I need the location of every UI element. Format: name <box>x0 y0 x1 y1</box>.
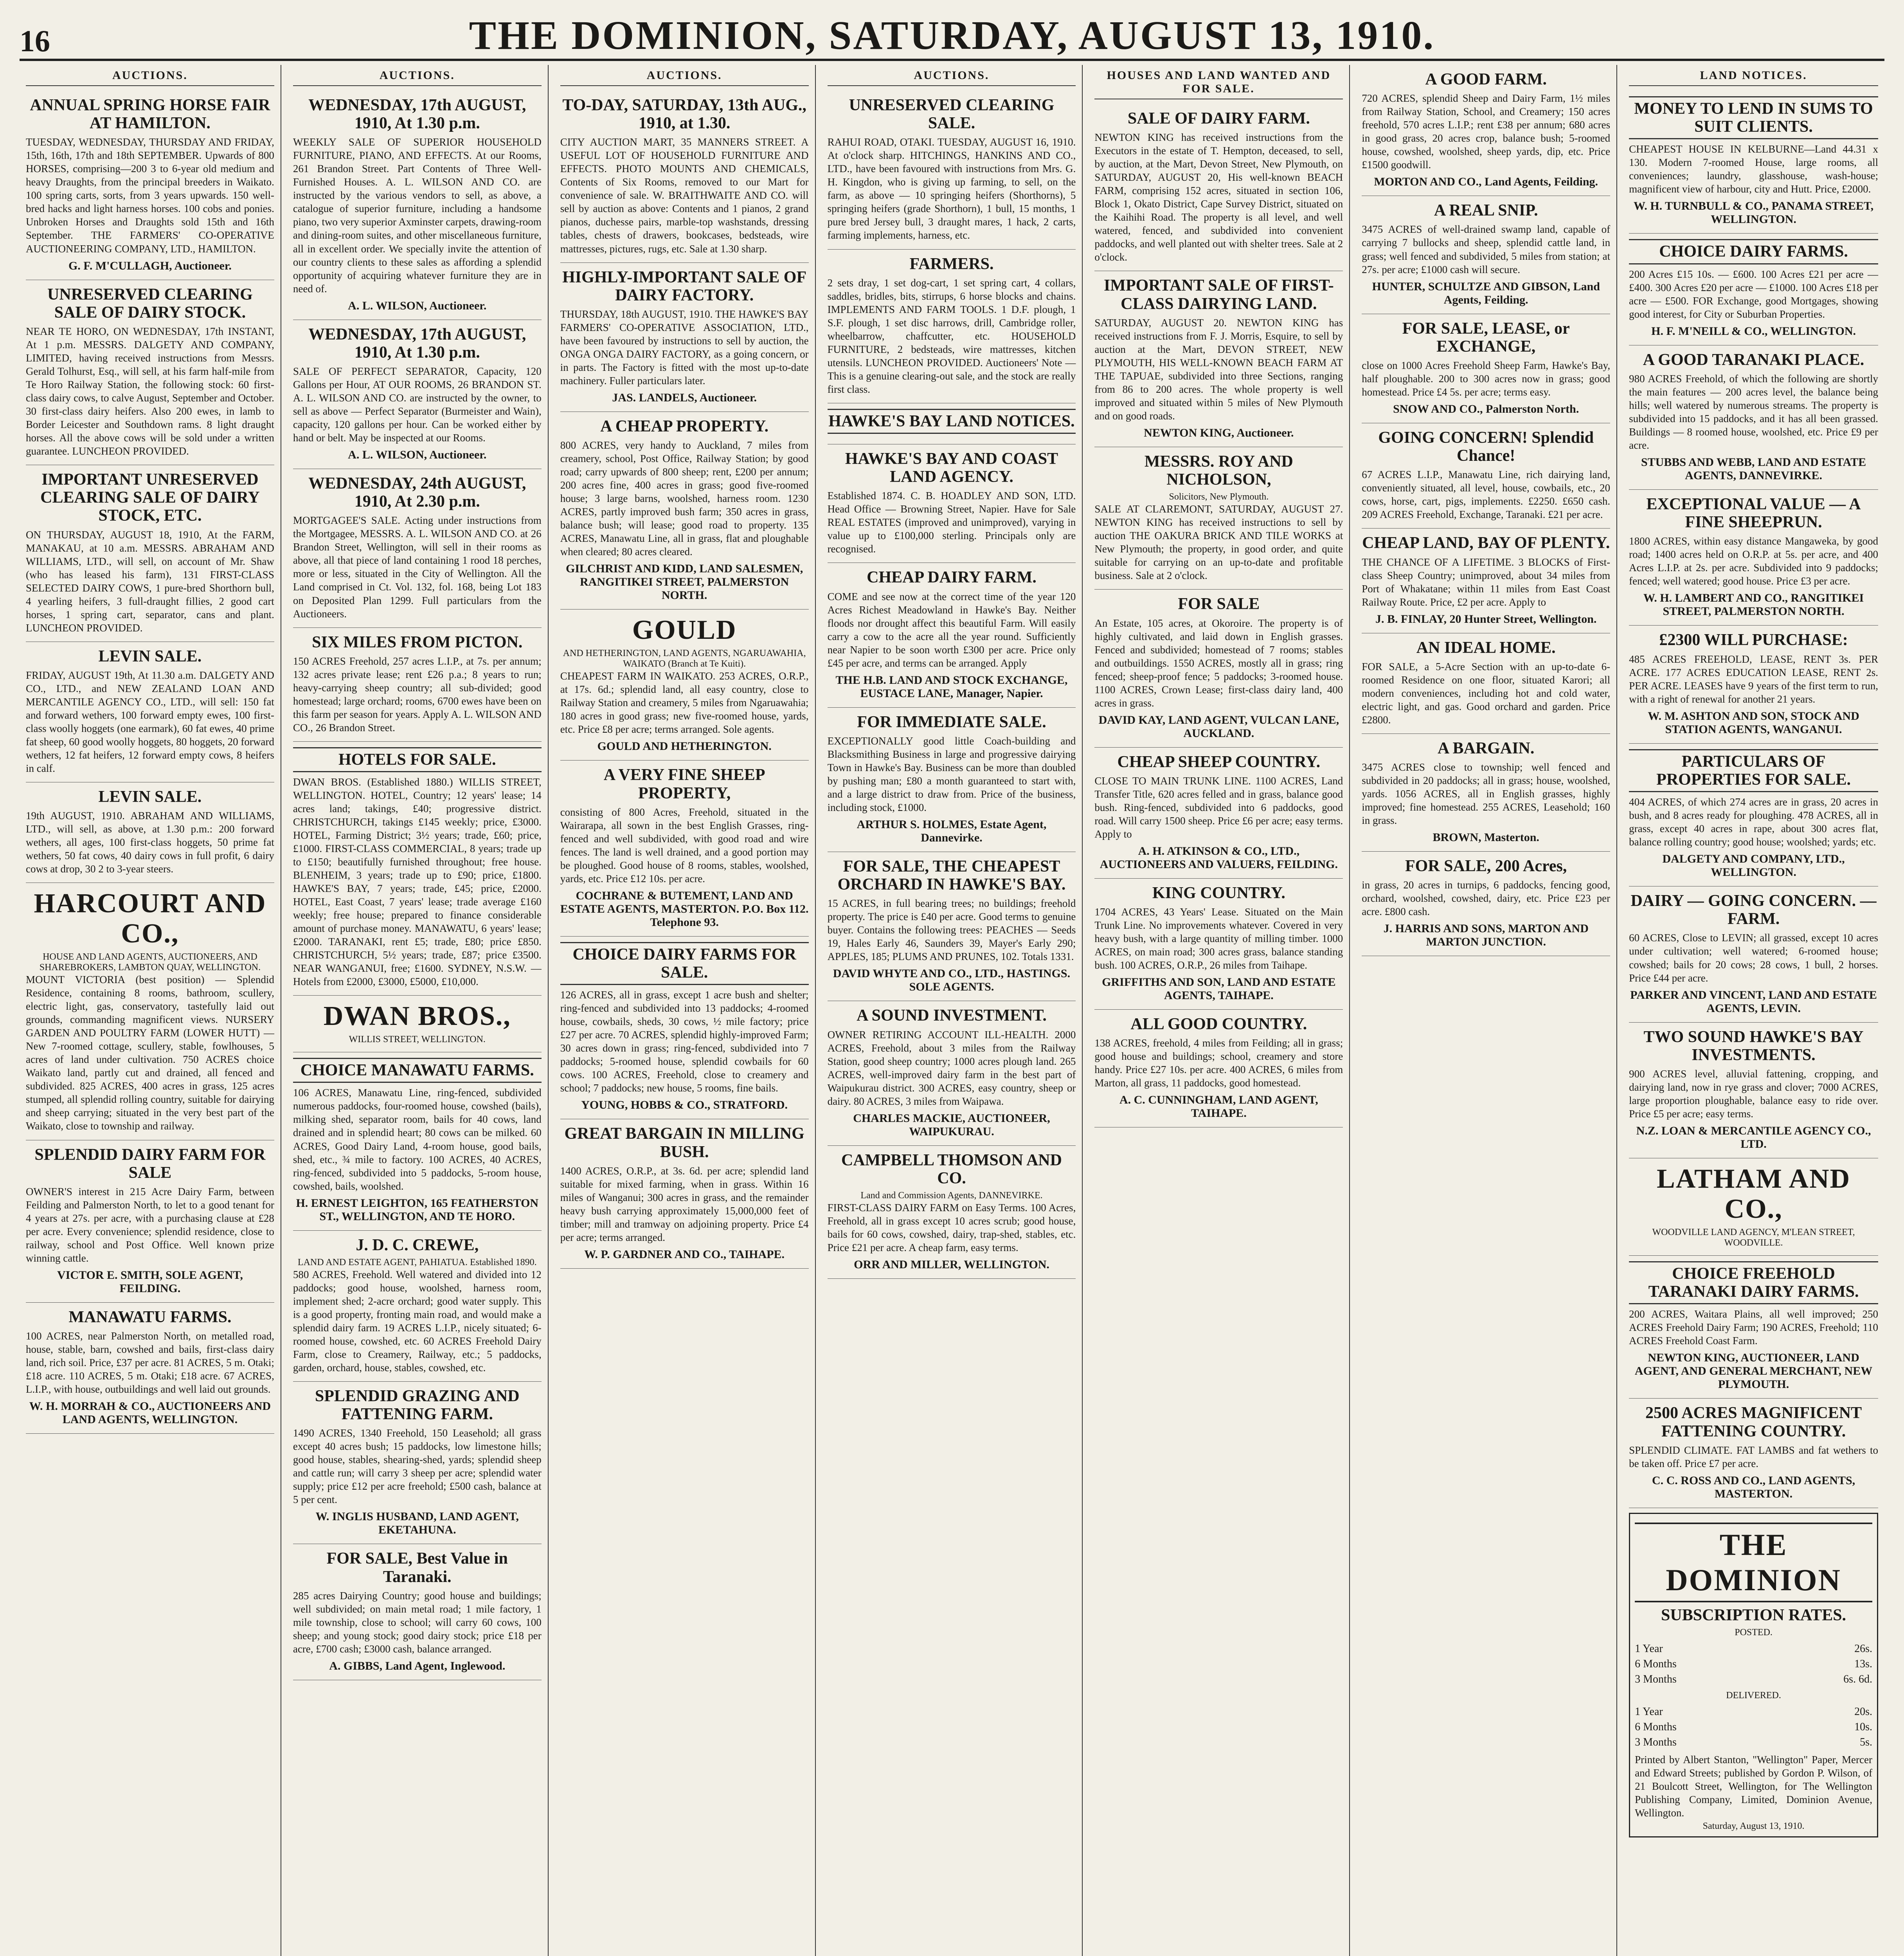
ad-subline: LAND AND ESTATE AGENT, PAHIATUA. Established 1890. <box>297 1257 537 1267</box>
ad-body-text: 3475 ACRES of well-drained swamp land, capable of carrying 7 bullocks and sheep, splendid cattle land, in grass; well fenced and subdivided, 5 miles from station; at 27s. per acre; £1000 cash will secure. <box>1362 223 1611 275</box>
ad-subline: AND HETHERINGTON, LAND AGENTS, NGARUAWAHIA, WAIKATO (Branch at Te Kuiti). <box>563 648 806 669</box>
ad-body-text: SALE AT CLAREMONT, SATURDAY, AUGUST 27. NEWTON KING has received instructions to sell by auction THE OAKURA BRICK AND TILE WORKS at New Plymouth; the property, in good order, and quite suitable for carrying on an up-to-date and profitable business. Sale at 2 o'clock. <box>1094 503 1343 582</box>
masthead <box>20 8 1884 61</box>
ad-headline: WEDNESDAY, 17th AUGUST, 1910, At 1.30 p.m. <box>308 96 526 133</box>
column-heading: LAND NOTICES. <box>1629 65 1878 86</box>
advertisement <box>293 1382 542 1544</box>
ad-headline: ALL GOOD COUNTRY. <box>1130 1015 1307 1034</box>
ad-headline: UNRESERVED CLEARING SALE. <box>849 96 1055 133</box>
posted-heading: POSTED. <box>1735 1627 1773 1638</box>
advertisement <box>26 642 274 782</box>
ad-headline: FARMERS. <box>909 255 994 273</box>
ad-signature: A. L. WILSON, Auctioneer. <box>348 299 487 312</box>
ad-signature: W. P. GARDNER AND CO., TAIHAPE. <box>584 1248 785 1261</box>
column-5 <box>1088 65 1350 1956</box>
advertisement <box>26 91 274 280</box>
ad-signature: YOUNG, HOBBS & CO., STRATFORD. <box>581 1098 788 1112</box>
rate-price: 20s. <box>1854 1705 1872 1718</box>
ad-headline: SALE OF DAIRY FARM. <box>1127 110 1310 128</box>
ad-headline: DAIRY — GOING CONCERN. — FARM. <box>1630 892 1877 928</box>
advertisement <box>1629 490 1878 626</box>
column-heading: HOUSES AND LAND WANTED AND FOR SALE. <box>1094 65 1343 99</box>
ad-headline: FOR SALE, 200 Acres, <box>1405 857 1567 876</box>
ad-body-text: 1400 ACRES, O.R.P., at 3s. 6d. per acre; splendid land suitable for mixed farming, when in grass. Within 16 miles of Wanganui; 300 acres in grass, and the remainder heavy bush carrying approximately 15,000,000 feet of timber; mill and tramway on adjoining property. Price £4 per acre; terms arranged. <box>560 1165 809 1243</box>
ad-signature: STUBBS AND WEBB, LAND AND ESTATE AGENTS, DANNEVIRKE. <box>1641 455 1866 482</box>
rate-period: 6 Months <box>1635 1720 1677 1733</box>
ad-body-text: OWNER RETIRING ACCOUNT ILL-HEALTH. 2000 ACRES, Freehold, about 3 miles from the Railway Station, good sheep country; 1000 acres plough land. 265 ACRES, well-improved dairy farm in the best part of Waipukurau district. 300 ACRES, easy country, sheep or dairy. 80 ACRES, 3 miles from Waipawa. <box>827 1028 1076 1107</box>
ad-body-text: MOUNT VICTORIA (best position) — Splendid Residence, containing 8 rooms, bathroom, scullery, electric light, gas, conservatory, tastefully laid out grounds, commanding magnificent views. NURSERY GARDEN AND POULTRY FARM (LOWER HUTT) — New 7-roomed cottage, scullery, stable, fowlhouses, 5 acres of land under cultivation. 750 ACRES choice Waikato land, partly cut and drained, all fenced and subdivided. 825 ACRES, 400 acres in grass, 125 acres stumped, all splendid rolling country, suitable for dairying and sheep carrying; situated in the very best part of the Waikato, close to township and railway. <box>26 974 274 1132</box>
advertisement <box>828 1001 1076 1145</box>
ad-headline: A GOOD TARANAKI PLACE. <box>1643 351 1864 369</box>
ad-body-text: ON THURSDAY, AUGUST 18, 1910, At the FARM, MANAKAU, at 10 a.m. MESSRS. ABRAHAM AND WILLIAMS, LTD., will sell, on account of Mr. Shaw (who has leased his farm), 131 FIRST-CLASS SELECTED DAIRY COWS, 1 pure-bred Shorthorn bull, 4 yearling heifers, 3 full-draught fillies, 2 good cart horses, 1 spring cart, separator, cans and plant. LUNCHEON PROVIDED. <box>26 529 274 634</box>
ad-headline: FOR SALE, THE CHEAPEST ORCHARD IN HAWKE'S BAY. <box>837 858 1066 894</box>
advertisement <box>1094 447 1343 590</box>
ad-body-text: SPLENDID CLIMATE. FAT LAMBS and fat wethers to be taken off. Price £7 per acre. <box>1629 1444 1878 1469</box>
ad-headline: ANNUAL SPRING HORSE FAIR AT HAMILTON. <box>30 96 270 133</box>
ad-body-text: 800 ACRES, very handy to Auckland, 7 miles from creamery, school, Post Office, Railway Station; by good road; carry upwards of 800 sheep; rent, £200 per annum; 200 acres fine, 400 acres in grass; good five-roomed house; 3 large barns, woolshed, harness room. 1230 ACRES, partly improved bush farm; 350 acres in grass, balance bush; will lease; good road to property. 135 ACRES, Manawatu Line, all in grass, flat and ploughable when cleared; 80 acres cleared. <box>560 439 809 558</box>
ad-headline: SPLENDID GRAZING AND FATTENING FARM. <box>315 1387 520 1424</box>
ad-body-text: in grass, 20 acres in turnips, 6 paddocks, fencing good, orchard, woolshed, cowshed, dairy, etc. Price £23 per acre. £800 cash. <box>1362 879 1611 918</box>
advertisement <box>293 320 542 469</box>
rate-row <box>1635 1735 1872 1750</box>
rate-row <box>1635 1719 1872 1735</box>
ad-signature: ARTHUR S. HOLMES, Estate Agent, Dannevirke. <box>857 818 1047 845</box>
advertisement <box>1094 879 1343 1010</box>
column-heading: AUCTIONS. <box>560 65 809 86</box>
advertisement <box>293 469 542 628</box>
ad-subline: WOODVILLE LAND AGENCY, M'LEAN STREET, WOODVILLE. <box>1652 1227 1855 1248</box>
rate-period: 3 Months <box>1635 1673 1677 1686</box>
ad-signature: SNOW AND CO., Palmerston North. <box>1393 402 1579 415</box>
advertisement <box>1629 886 1878 1022</box>
advertisement <box>1629 626 1878 743</box>
advertisement <box>1629 234 1878 345</box>
newspaper-title: THE DOMINION, SATURDAY, AUGUST 13, 1910. <box>469 13 1435 58</box>
ad-body-text: FOR SALE, a 5-Acre Section with an up-to-date 6-roomed Residence on one floor, situated Karori; all modern conveniences, including hot and cold water, electric light, and gas. Good orchard and garden. Price £2800. <box>1362 660 1611 726</box>
ad-body-text: 980 ACRES Freehold, of which the following are shortly the main features — 200 acres level, the balance being hills; well watered by numerous streams. The property is subdivided into 15 paddocks, and it has all been grassed. Buildings — 8 roomed house, woolshed, etc. Price £9 per acre. <box>1629 372 1878 451</box>
ad-headline: FOR SALE, Best Value in Taranaki. <box>326 1550 508 1586</box>
rate-row <box>1635 1656 1872 1672</box>
ad-headline: FOR SALE, LEASE, or EXCHANGE, <box>1402 319 1570 356</box>
ad-body-text: NEWTON KING has received instructions from the Executors in the estate of T. Hempton, deceased, to sell, by auction, at the Mart, Devon Street, New Plymouth, on SATURDAY, AUGUST 20, His well-known BEACH FARM, comprising 152 acres, situated in section 106, Block 1, Okato District, Cape Survey District, situated on the Kaihihi Road. The property is all level, and well watered, fenced, and subdivided into convenient paddocks, and well planted out with shelter trees. Sale at 2 o'clock. <box>1094 131 1343 263</box>
advertisement <box>293 1231 542 1382</box>
ad-headline: WEDNESDAY, 17th AUGUST, 1910, At 1.30 p.m. <box>308 325 526 361</box>
ad-body-text: 1490 ACRES, 1340 Freehold, 150 Leasehold; all grass except 40 acres bush; 15 paddocks, low limestone hills; good house, stables, shearing-shed, yards; splendid sheep and cattle run; will carry 3 sheep per acre; splendid water supply; price £12 per acre freehold; £500 cash, balance at 5 per cent. <box>293 1427 542 1506</box>
dominion-title: THE DOMINION <box>1635 1523 1872 1602</box>
ad-body-text: 150 ACRES Freehold, 257 acres L.I.P., at 7s. per annum; 132 acres private lease; rent £26 p.a.; 8 years to run; heavy-carrying sheep country; all sub-divided; good homestead; large orchard; rooms, 6700 ewes have been on this farm per season for years. Apply A. L. WILSON AND CO., 26 Brandon Street. <box>293 655 542 734</box>
ad-headline: SIX MILES FROM PICTON. <box>312 633 523 651</box>
column-heading: AUCTIONS. <box>26 65 274 86</box>
ad-body-text: 138 ACRES, freehold, 4 miles from Feilding; all in grass; good house and buildings; school, creamery and store handy. Price £27 10s. per acre. 400 ACRES, 6 miles from Marton, all grass, 11 paddocks, good homestead. <box>1094 1037 1343 1089</box>
ad-headline: TWO SOUND HAWKE'S BAY INVESTMENTS. <box>1643 1028 1864 1064</box>
ad-signature: A. C. CUNNINGHAM, LAND AGENT, TAIHAPE. <box>1119 1093 1318 1120</box>
ad-signature: DAVID WHYTE AND CO., LTD., HASTINGS. SOLE AGENTS. <box>833 967 1071 994</box>
ad-signature: A. GIBBS, Land Agent, Inglewood. <box>329 1659 506 1672</box>
ad-headline: KING COUNTRY. <box>1152 884 1285 902</box>
ad-signature: W. H. MORRAH & CO., AUCTIONEERS AND LAND AGENTS, WELLINGTON. <box>29 1400 271 1426</box>
ad-headline: WEDNESDAY, 24th AUGUST, 1910, At 2.30 p.m. <box>308 475 526 511</box>
advertisement <box>26 280 274 466</box>
ad-headline: GOING CONCERN! Splendid Chance! <box>1378 428 1594 465</box>
columns-container <box>20 65 1884 1956</box>
ad-body-text: 67 ACRES L.I.P., Manawatu Line, rich dairying land, conveniently situated, all level, house, cowbails, etc., 20 cows, horse, cart, pigs, implements. £2250. £650 cash. 209 ACRES Freehold, Exchange, Taranaki. £21 per acre. <box>1362 469 1611 521</box>
ad-headline: DWAN BROS., <box>323 1001 511 1032</box>
ad-body-text: 3475 ACRES close to township; well fenced and subdivided in 20 paddocks; all in grass; house, woolshed, yards. 1056 ACRES, all in English grasses, highly improved; fine homestead. 255 ACRES, Leasehold; 160 in grass. <box>1362 761 1611 827</box>
ad-headline: CHOICE MANAWATU FARMS. <box>293 1058 542 1083</box>
ad-signature: DAVID KAY, LAND AGENT, VULCAN LANE, AUCKLAND. <box>1098 713 1339 740</box>
ad-body-text: CLOSE TO MAIN TRUNK LINE. 1100 ACRES, Land Transfer Title, 620 acres felled and in grass, balance good bush. Ring-fenced, subdivided into 6 paddocks, good road. Will carry 1500 sheep. Price £6 per acre; easy terms. Apply to <box>1094 775 1343 840</box>
ad-signature: DALGETY AND COMPANY, LTD., WELLINGTON. <box>1662 852 1845 879</box>
ad-body-text: 1704 ACRES, 43 Years' Lease. Situated on the Main Trunk Line. No improvements whatever. Covered in very heavy bush, with a large quantity of milling timber. 1000 ACRES, on main road; 300 acres grass, balance standing bush. 100 ACRES, O.R.P., 26 miles from Taihape. <box>1094 906 1343 971</box>
ad-signature: PARKER AND VINCENT, LAND AND ESTATE AGENTS, LEVIN. <box>1630 988 1877 1015</box>
ad-signature: J. B. FINLAY, 20 Hunter Street, Wellington. <box>1375 612 1597 626</box>
advertisement <box>26 1303 274 1434</box>
ad-subline: Land and Commission Agents, DANNEVIRKE. <box>860 1190 1043 1201</box>
ad-body-text: 285 acres Dairying Country; good house and buildings; well subdivided; on main metal road; 1 mile factory, 1 mile township, close to school; will carry 60 cows, 100 sheep; and young stock; good dairy stock; price £18 per acre, £700 cash; £3000 cash, balance arranged. <box>293 1589 542 1655</box>
advertisement <box>293 1544 542 1680</box>
ad-body-text: EXCEPTIONALLY good little Coach-building and Blacksmithing Business in large and progressive dairying Town in Hawke's Bay. Business can be more than doubled by pushing man; £80 a month guaranteed to start with, and a large district to draw from. Price of the business, including stock, £1000. <box>827 735 1076 814</box>
subscription-heading: SUBSCRIPTION RATES. <box>1661 1606 1846 1624</box>
advertisement <box>1094 104 1343 271</box>
advertisement <box>1629 744 1878 886</box>
ad-signature: W. H. TURNBULL & CO., PANAMA STREET, WELLINGTON. <box>1633 200 1874 226</box>
advertisement <box>1629 1158 1878 1256</box>
advertisement <box>1094 748 1343 879</box>
ad-signature: NEWTON KING, AUCTIONEER, LAND AGENT, AND GENERAL MERCHANT, NEW PLYMOUTH. <box>1634 1351 1873 1391</box>
advertisement <box>26 1140 274 1303</box>
ad-signature: W. INGLIS HUSBAND, LAND AGENT, EKETAHUNA. <box>315 1510 519 1537</box>
rate-row <box>1635 1641 1872 1656</box>
ad-headline: EXCEPTIONAL VALUE — A FINE SHEEPRUN. <box>1646 495 1861 532</box>
column-7 <box>1623 65 1884 1956</box>
advertisement <box>828 403 1076 444</box>
ad-signature: H. ERNEST LEIGHTON, 165 FEATHERSTON ST., WELLINGTON, AND TE HORO. <box>296 1196 539 1223</box>
ad-signature: THE H.B. LAND AND STOCK EXCHANGE, EUSTACE LANE, Manager, Napier. <box>835 673 1068 700</box>
ad-body-text: 15 ACRES, in full bearing trees; no buildings; freehold property. The price is £40 per acre. Good terms to genuine buyer. Contains the following trees: PEACHES — Seeds 19, Hales Early 46, Saunders 39, Mayer's Early 290; APPLES, 185; PLUMS AND PRUNES, 102. Totals 1331. <box>827 897 1076 963</box>
ad-headline: HAWKE'S BAY LAND NOTICES. <box>828 409 1076 434</box>
ad-signature: C. C. ROSS AND CO., LAND AGENTS, MASTERTON. <box>1652 1474 1855 1500</box>
ad-headline: MANAWATU FARMS. <box>68 1308 232 1326</box>
advertisement <box>293 742 542 996</box>
ad-signature: GRIFFITHS AND SON, LAND AND ESTATE AGENTS, TAIHAPE. <box>1102 976 1336 1002</box>
advertisement <box>828 444 1076 563</box>
ad-signature: W. H. LAMBERT AND CO., RANGITIKEI STREET, PALMERSTON NORTH. <box>1643 591 1864 618</box>
ad-headline: A SOUND INVESTMENT. <box>857 1007 1047 1025</box>
column-heading: AUCTIONS. <box>293 65 542 86</box>
column-heading: AUCTIONS. <box>828 65 1076 86</box>
advertisement <box>560 760 809 936</box>
ad-signature: ORR AND MILLER, WELLINGTON. <box>854 1258 1049 1271</box>
ad-signature: A. H. ATKINSON & CO., LTD., AUCTIONEERS AND VALUERS, FEILDING. <box>1100 844 1338 871</box>
ad-body-text: FIRST-CLASS DAIRY FARM on Easy Terms. 100 Acres, Freehold, all in grass except 10 acres scrub; good house, bails for 60 cows, cowshed, dairy, trap-shed, stables, etc. Price £21 per acre. A cheap farm, easy terms. <box>827 1202 1076 1254</box>
advertisement <box>1362 529 1610 633</box>
advertisement <box>293 1052 542 1230</box>
ad-signature: HUNTER, SCHULTZE AND GIBSON, Land Agents, Feilding. <box>1372 280 1600 306</box>
ad-body-text: 580 ACRES, Freehold. Well watered and divided into 12 paddocks; good house, woolshed, harness room, implement shed; 2-acre orchard; good water supply. This is a good property, fronting main road, and would make a splendid dairy farm. 19 ACRES L.I.P., nicely situated; 6-roomed house, cowshed, etc. 60 ACRES Freehold Dairy Farm, close to Creamery, Railway, etc.; 5 paddocks, garden, orchard, house, stables, cowshed, etc. <box>293 1268 542 1374</box>
ad-headline: A REAL SNIP. <box>1434 201 1538 220</box>
advertisement <box>560 1119 809 1268</box>
rate-period: 6 Months <box>1635 1658 1677 1670</box>
rate-price: 26s. <box>1854 1642 1872 1655</box>
ad-body-text: 200 ACRES, Waitara Plains, all well improved; 250 ACRES Freehold Dairy Farm; 190 ACRES, Freehold; 110 ACRES Freehold Coast Farm. <box>1629 1308 1878 1347</box>
ad-headline: LEVIN SALE. <box>98 788 202 806</box>
ad-body-text: CHEAPEST FARM IN WAIKATO. 253 ACRES, O.R.P., at 17s. 6d.; splendid land, all easy country, close to Railway Station and creamery, 5 miles from Ngaruawahia; 180 acres in good grass; new five-roomed house, yards, etc. Price £8 per acre; terms arranged. Sole agents. <box>560 670 809 735</box>
advertisement <box>560 91 809 263</box>
ad-signature: A. L. WILSON, Auctioneer. <box>348 448 487 462</box>
advertisement <box>828 91 1076 250</box>
ad-headline: GREAT BARGAIN IN MILLING BUSH. <box>564 1125 804 1161</box>
imprint-date: Saturday, August 13, 1910. <box>1702 1821 1805 1832</box>
ad-body-text: THE CHANCE OF A LIFETIME. 3 BLOCKS of First-class Sheep Country; unimproved, about 34 miles from Port of Whakatane; within 11 miles from East Coast Railway Route. Price, £2 per acre. Apply to <box>1362 556 1611 608</box>
ad-body-text: WEEKLY SALE OF SUPERIOR HOUSEHOLD FURNITURE, PIANO, AND EFFECTS. At our Rooms, 261 Brandon Street. Part Contents of Three Well-Furnished Houses. A. L. WILSON AND CO. are instructed by the various vendors to sell, as above, a catalogue of superior furniture, including a handsome piano, two very superior Axminster carpets, drawing-room and dining-room suites, and other miscellaneous furniture, all in excellent order. We specially invite the attention of our country clients to these sales as affording a splendid opportunity of acquiring whatever furniture they are in need of. <box>293 136 542 295</box>
ad-body-text: 2 sets dray, 1 set dog-cart, 1 set spring cart, 4 collars, saddles, bridles, bits, stirrups, 6 horse blocks and chains. IMPLEMENTS AND FARM TOOLS. 1 D.F. plough, 1 S.F. plough, 1 set disc harrows, drill, Cambridge roller, wheelbarrow, chaffcutter, etc. HOUSEHOLD FURNITURE, 2 bedsteads, wire mattresses, kitchen utensils. LUNCHEON PROVIDED. Auctioneers' Note — This is a genuine clearing-out sale, and the stock are really first class. <box>827 277 1076 395</box>
ad-signature: NEWTON KING, Auctioneer. <box>1144 426 1294 439</box>
ad-headline: LATHAM AND CO., <box>1657 1163 1851 1224</box>
advertisement <box>293 628 542 742</box>
ad-headline: A BARGAIN. <box>1438 739 1535 757</box>
ad-headline: HAWKE'S BAY AND COAST LAND AGENCY. <box>845 450 1058 486</box>
ad-headline: CHOICE FREEHOLD TARANAKI DAIRY FARMS. <box>1629 1261 1878 1304</box>
column-1 <box>20 65 281 1956</box>
ad-subline: Solicitors, New Plymouth. <box>1169 492 1269 502</box>
ad-headline: MESSRS. ROY AND NICHOLSON, <box>1144 452 1293 489</box>
advertisement <box>1362 314 1610 423</box>
ad-subline: HOUSE AND LAND AGENTS, AUCTIONEERS, AND SHAREBROKERS, LAMBTON QUAY, WELLINGTON. <box>39 952 261 973</box>
imprint-note: Printed by Albert Stanton, "Wellington" Paper, Mercer and Edward Streets; published by Gordon P. Wilson, of 21 Boulcott Street, Wellington, for The Wellington Publishing Company, Limited, Dominion Avenue, Wellington. <box>1635 1754 1872 1819</box>
rate-price: 6s. 6d. <box>1843 1673 1872 1686</box>
advertisement <box>1362 423 1610 529</box>
ad-signature: VICTOR E. SMITH, SOLE AGENT, FEILDING. <box>57 1268 243 1295</box>
advertisement <box>26 465 274 642</box>
page-number: 16 <box>20 24 50 58</box>
column-4 <box>821 65 1083 1956</box>
advertisement <box>1629 345 1878 490</box>
ad-headline: UNRESERVED CLEARING SALE OF DAIRY STOCK. <box>47 285 253 322</box>
ad-headline: IMPORTANT SALE OF FIRST-CLASS DAIRYING LAND. <box>1103 277 1334 313</box>
advertisement <box>828 250 1076 403</box>
advertisement <box>26 782 274 883</box>
ad-headline: AN IDEAL HOME. <box>1416 638 1556 657</box>
ad-body-text: DWAN BROS. (Established 1880.) WILLIS STREET, WELLINGTON. HOTEL, Country; 12 years' lease; 14 acres land; takings, £40; progressive district. CHRISTCHURCH, takings £145 weekly; price, £3000. HOTEL, Farming District; 3½ years; trade, £60; price, £1000. FIRST-CLASS COMMERCIAL, 8 years; trade up to £150; beautifully furnished throughout; free house. BLENHEIM, 3 years; trade up to £90; price, £1800. HAWKE'S BAY, 7 years; trade, £45; price, £2000. HOTEL, East Coast, 7 years' lease; trade average £160 weekly; free house; prepared to finance considerable amount of purchase money. MANAWATU, 6 years' lease; £2000. TARANAKI, rent £5; trade, £80; price £850. CHRISTCHURCH, 5½ years; trade, £87; price £3500. NEAR WANGANUI, free; £1600. SYDNEY, N.S.W. — Hotels from £2000, £3000, £5000, £10,000. <box>293 776 542 988</box>
ad-signature: W. M. ASHTON AND SON, STOCK AND STATION AGENTS, WANGANUI. <box>1648 709 1859 736</box>
ad-body-text: 19th AUGUST, 1910. ABRAHAM AND WILLIAMS, LTD., will sell, as above, at 1.30 p.m.: 200 forward wethers, all ages, 100 first-class hoggets, 50 prime fat wethers, 50 fat cows, 40 dairy cows in full profit, 6 dairy cows at drop, 30 2 to 3-year steers. <box>26 810 274 875</box>
ad-body-text: NEAR TE HORO, ON WEDNESDAY, 17th INSTANT, At 1 p.m. MESSRS. DALGETY AND COMPANY, LIMITED, having received instructions from Messrs. Gerald Tolhurst, Esq., will sell, at his farm half-mile from Te Horo Railway Station, the following stock: 60 first-class dairy cows, to calve August, September and October. 30 first-class dairy heifers. Also 200 ewes, in lamb to Border Leicester and Southdown rams. 8 light draught horses. All the above cows will be sold under a written guarantee. LUNCHEON PROVIDED. <box>26 325 274 457</box>
ad-headline: TO-DAY, SATURDAY, 13th AUG., 1910, at 1.30. <box>562 96 806 133</box>
advertisement <box>1362 852 1610 956</box>
ad-headline: CHEAP DAIRY FARM. <box>867 568 1037 587</box>
ad-headline: A VERY FINE SHEEP PROPERTY, <box>603 766 765 802</box>
advertisement <box>1629 1256 1878 1399</box>
ad-signature: COCHRANE & BUTEMENT, LAND AND ESTATE AGENTS, MASTERTON. P.O. Box 112. Telephone 93. <box>560 889 809 929</box>
ad-body-text: OWNER'S interest in 215 Acre Dairy Farm, between Feilding and Palmerston North, to let to a good tenant for 4 years at 27s. per acre, with a purchasing clause at £28 per acre. Every convenience; splendid residence, close to railway, school and Post Office. Well known prize winning cattle. <box>26 1185 274 1264</box>
ad-headline: £2300 WILL PURCHASE: <box>1659 631 1848 649</box>
ad-headline: MONEY TO LEND IN SUMS TO SUIT CLIENTS. <box>1629 96 1878 139</box>
ad-signature: J. HARRIS AND SONS, MARTON AND MARTON JUNCTION. <box>1383 922 1589 949</box>
ad-signature: JAS. LANDELS, Auctioneer. <box>612 391 757 404</box>
ad-headline: FOR SALE <box>1178 595 1260 613</box>
ad-headline: CHOICE DAIRY FARMS FOR SALE. <box>560 942 809 985</box>
advertisement <box>1094 271 1343 447</box>
ad-body-text: COME and see now at the correct time of the year 120 Acres Richest Meadowland in Hawke's Bay. Neither floods nor drought affect this beautiful Farm. Will easily carry a cow to the acre all the year round. Sufficiently near Napier to be soon worth £300 per acre. Price only £45 per acre, and terms can be arranged. Apply <box>827 590 1076 669</box>
ad-signature: G. F. M'CULLAGH, Auctioneer. <box>68 259 232 272</box>
ad-body-text: 200 Acres £15 10s. — £600. 100 Acres £21 per acre — £400. 300 Acres £20 per acre — £1000. 100 Acres £18 per acre — £500. FOR Exchange, good Mortgages, showing good interest, for City or Suburban Properties. <box>1629 268 1878 320</box>
ad-headline: LEVIN SALE. <box>98 647 202 665</box>
advertisement <box>1362 633 1610 734</box>
ad-headline: CAMPBELL THOMSON AND CO. <box>841 1151 1062 1187</box>
advertisement <box>560 609 809 760</box>
ad-body-text: 126 ACRES, all in grass, except 1 acre bush and shelter; ring-fenced and subdivided into 13 paddocks; 4-roomed house, cowbails, sheds, 30 cows, ½ mile factory; price £27 per acre. 70 ACRES, splendid highly-improved Farm; 30 acres down in grass; ring-fenced, subdivided into 7 paddocks; 5-roomed house, splendid cowbails for 60 cows. 100 ACRES, Freehold, close to creamery and school; 7 paddocks; new house, 5 rooms, fine bails. <box>560 989 809 1094</box>
ad-body-text: 1800 ACRES, within easy distance Mangaweka, by good road; 1400 acres held on O.R.P. at 5s. per acre, and 400 Acres L.I.P. at 2s. per acre. Subdivided into 9 paddocks; fenced; well watered; good house. Price £3 per acre. <box>1629 535 1878 587</box>
ad-body-text: MORTGAGEE'S SALE. Acting under instructions from the Mortgagee, MESSRS. A. L. WILSON AND CO. at 26 Brandon Street, Wellington, will sell in their rooms as above, all that piece of land containing 1 rood 18 perches, more or less, situated in the City of Wellington. All the Land comprised in Ct. Vol. 132, fol. 168, being Lot 183 on Deposited Plan 1299. Full particulars from the Auctioneers. <box>293 514 542 620</box>
ad-body-text: CHEAPEST HOUSE IN KELBURNE—Land 44.31 x 130. Modern 7-roomed House, large rooms, all conveniences; laundry, glasshouse, wash-house; magnificent view of harbour, city and Hutt. Price, £2000. <box>1629 143 1878 195</box>
advertisement <box>1094 590 1343 747</box>
advertisement <box>828 852 1076 1001</box>
ad-subline: WILLIS STREET, WELLINGTON. <box>349 1034 486 1045</box>
advertisement <box>560 263 809 412</box>
ad-body-text: close on 1000 Acres Freehold Sheep Farm, Hawke's Bay, half ploughable. 200 to 300 acres now in grass; good homestead. Price £4 5s. per acre; terms easy. <box>1362 359 1611 398</box>
ad-signature: N.Z. LOAN & MERCANTILE AGENCY CO., LTD. <box>1636 1124 1871 1151</box>
column-6 <box>1355 65 1617 1956</box>
rate-row <box>1635 1704 1872 1719</box>
ad-body-text: FRIDAY, AUGUST 19th, At 11.30 a.m. DALGETY AND CO., LTD., and NEW ZEALAND LOAN AND MERCANTILE AGENCY CO., LTD., will sell: 150 fat and forward wethers, 100 forward empty ewes, 100 first-class woolly hoggets (one earmark), 60 fat ewes, 40 prime fat sheep, 60 good woolly hoggets, 80 hoggets, 20 forward wethers, 12 fat heifers, 12 forward empty cows, 8 heifers in calf. <box>26 669 274 775</box>
advertisement <box>1629 1399 1878 1508</box>
rate-price: 10s. <box>1854 1720 1872 1733</box>
ad-headline: PARTICULARS OF PROPERTIES FOR SALE. <box>1629 749 1878 792</box>
ad-body-text: Established 1874. C. B. HOADLEY AND SON, LTD. Head Office — Browning Street, Napier. Have for Sale REAL ESTATES (improved and unimproved), varying in value up to £100,000 sterling. Principals only are recognised. <box>827 490 1076 555</box>
advertisement <box>828 563 1076 707</box>
delivered-rates <box>1635 1704 1872 1750</box>
delivered-heading: DELIVERED. <box>1726 1690 1781 1701</box>
column-2 <box>287 65 549 1956</box>
ad-body-text: consisting of 800 Acres, Freehold, situated in the Wairarapa, all sown in the best English Grasses, ring-fenced and well subdivided, with good road and wire fences. The land is well drained, and a good portion may be ploughed. Good house of 8 rooms, stables, woolshed, yards, etc. Price £12 10s. per acre. <box>560 806 809 885</box>
ad-body-text: 900 ACRES level, alluvial fattening, cropping, and dairying land, now in rye grass and clover; 7000 ACRES, large proportion ploughable, balance easy to ride over. Price £5 per acre; easy terms. <box>1629 1068 1878 1120</box>
ad-body-text: 100 ACRES, near Palmerston North, on metalled road, house, stable, barn, cowshed and bails, first-class dairy land, rich soil. Price, £37 per acre. 81 ACRES, 5 m. Otaki; £18 acre. 110 ACRES, 5 m. Otaki; £18 acre. 67 ACRES, L.I.P., with house, outbuildings and well laid out grounds. <box>26 1330 274 1395</box>
ad-body-text: 485 ACRES FREEHOLD, LEASE, RENT 3s. PER ACRE. 177 ACRES EDUCATION LEASE, RENT 2s. PER ACRE. LEASES have 9 years of the first term to run, with a right of renewal for another 21 years. <box>1629 653 1878 705</box>
ad-headline: CHEAP LAND, BAY OF PLENTY. <box>1362 534 1610 552</box>
ad-signature: BROWN, Masterton. <box>1432 831 1539 844</box>
ad-headline: J. D. C. CREWE, <box>356 1236 479 1254</box>
ad-body-text: 60 ACRES, Close to LEVIN; all grassed, except 10 acres under cultivation; well watered; 6-roomed house; cowshed; bails for 20 cows; 28 cows, 1 bull, 2 horses. Price £44 per acre. <box>1629 932 1878 984</box>
ad-headline: HARCOURT AND CO., <box>34 888 266 949</box>
ad-headline: A GOOD FARM. <box>1425 70 1547 88</box>
ad-headline: IMPORTANT UNRESERVED CLEARING SALE OF DAIRY STOCK, ETC. <box>40 471 260 525</box>
advertisement <box>293 996 542 1052</box>
rate-period: 1 Year <box>1635 1705 1663 1718</box>
ad-headline: HIGHLY-IMPORTANT SALE OF DAIRY FACTORY. <box>562 268 807 304</box>
ad-headline: 2500 ACRES MAGNIFICENT FATTENING COUNTRY. <box>1645 1404 1862 1440</box>
rate-period: 3 Months <box>1635 1736 1677 1748</box>
ad-headline: CHEAP SHEEP COUNTRY. <box>1117 753 1321 771</box>
subscription-box <box>1629 1513 1878 1837</box>
column-3 <box>554 65 816 1956</box>
ad-body-text: SALE OF PERFECT SEPARATOR, Capacity, 120 Gallons per Hour, AT OUR ROOMS, 26 BRANDON ST. A. L. WILSON AND CO. are instructed by the owner, to sell as above — Perfect Separator (Burmeister and Wain), capacity, 120 gallons per hour. Can be worked either by hand or belt. May be inspected at our Rooms. <box>293 365 542 444</box>
advertisement <box>828 708 1076 852</box>
ad-body-text: TUESDAY, WEDNESDAY, THURSDAY AND FRIDAY, 15th, 16th, 17th and 18th SEPTEMBER. Upwards of 800 HORSES, comprising—200 3 to 6-year old medium and heavy Draughts, from the principal breeders in Waikato. 100 spring carts, sorts, from 3 years upwards. 150 well-bred hacks and light harness horses. 100 cobs and ponies. Unbroken Horses and Draughts sold 15th and 16th September. THE FARMERS' CO-OPERATIVE AUCTIONEERING COMPANY, LTD., HAMILTON. <box>26 136 274 255</box>
posted-rates <box>1635 1641 1872 1687</box>
ad-body-text: An Estate, 105 acres, at Okoroire. The property is of highly cultivated, and laid down in English grasses. Fenced and subdivided; homestead of 7 rooms; stables and outbuildings. 1550 ACRES, mostly all in grass; ring fenced; sheep-proof fence; 5 paddocks; 3-roomed house. 1100 ACRES, Crown Lease; first-class dairy land, 400 acres in grass. <box>1094 617 1343 709</box>
advertisement <box>560 412 809 609</box>
ad-headline: FOR IMMEDIATE SALE. <box>857 713 1046 731</box>
ad-body-text: 404 ACRES, of which 274 acres are in grass, 20 acres in bush, and 8 acres ready for ploughing. 478 ACRES, all in grass, except 40 acres in rape, about 300 acres flat, balance rolling country; good house; woolshed; yards; etc. <box>1629 796 1878 848</box>
rate-price: 5s. <box>1860 1736 1872 1748</box>
advertisement <box>1362 734 1610 852</box>
ad-signature: MORTON AND CO., Land Agents, Feilding. <box>1374 175 1598 189</box>
advertisement <box>828 1146 1076 1279</box>
ad-body-text: SATURDAY, AUGUST 20. NEWTON KING has received instructions from F. J. Morris, Esquire, to sell by auction at the Mart, DEVON STREET, NEW PLYMOUTH, HIS WELL-KNOWN BEACH FARM AT THE TAPUAE, subdivided into three Sections, ranging from 86 to 200 acres. The whole property is well improved and situated within 5 miles of New Plymouth and on good roads. <box>1094 316 1343 422</box>
ad-signature: GILCHRIST AND KIDD, LAND SALESMEN, RANGITIKEI STREET, PALMERSTON NORTH. <box>566 562 803 602</box>
advertisement <box>1629 1023 1878 1158</box>
ad-signature: CHARLES MACKIE, AUCTIONEER, WAIPUKURAU. <box>853 1111 1050 1138</box>
rate-price: 13s. <box>1854 1658 1872 1670</box>
ad-headline: GOULD <box>632 615 737 645</box>
advertisement <box>1094 1010 1343 1127</box>
ad-body-text: 720 ACRES, splendid Sheep and Dairy Farm, 1½ miles from Railway Station, School, and Creamery; 150 acres freehold, 570 acres L.I.P.; rent £38 per annum; 680 acres in good grass, 20 acres crop, balance bush; 5-roomed house, cowshed, woolshed, sheep yards, dip, etc. Price £1500 goodwill. <box>1362 92 1611 171</box>
ad-headline: SPLENDID DAIRY FARM FOR SALE <box>34 1145 266 1182</box>
ad-body-text: CITY AUCTION MART, 35 MANNERS STREET. A USEFUL LOT OF HOUSEHOLD FURNITURE AND EFFECTS. PHOTO MOUNTS AND CHEMICALS, Contents of Six Rooms, removed to our Mart for convenience of sale. W. BRAITHWAITE AND CO. will sell by auction as above: Contents and 1 pianos, 2 grand pianos, duchesse pairs, marble-top washstands, dressing tables, chests of drawers, bookcases, bedsteads, wire mattresses, pictures, rugs, etc. Sale at 1.30 sharp. <box>560 136 809 255</box>
ad-body-text: 106 ACRES, Manawatu Line, ring-fenced, subdivided numerous paddocks, four-roomed house, cowshed (bails), milking shed, separator room, bails for 40 cows, land drained and in splendid heart; 80 cows can be milked. 60 ACRES, Good Dairy Land, 4-room house, good bails, shed, etc., ¾ mile to factory. 100 ACRES, 40 ACRES, ring-fenced, subdivided into 5 paddocks, 5-room house, cowshed, bails, woolshed. <box>293 1087 542 1192</box>
ad-body-text: THURSDAY, 18th AUGUST, 1910. THE HAWKE'S BAY FARMERS' CO-OPERATIVE ASSOCIATION, LTD., have been favoured by instructions to sell by auction, the ONGA ONGA DAIRY FACTORY, as a going concern, or in parts. The Factory is fitted with the most up-to-date machinery. Fuller particulars later. <box>560 308 809 387</box>
advertisement <box>26 883 274 1140</box>
ad-headline: A CHEAP PROPERTY. <box>600 417 769 435</box>
advertisement <box>1362 196 1610 314</box>
ad-signature: GOULD AND HETHERINGTON. <box>597 740 772 753</box>
rate-row <box>1635 1672 1872 1687</box>
ad-signature: H. F. M'NEILL & CO., WELLINGTON. <box>1651 324 1856 338</box>
advertisement <box>293 91 542 320</box>
advertisement <box>560 937 809 1120</box>
rate-period: 1 Year <box>1635 1642 1663 1655</box>
ad-headline: HOTELS FOR SALE. <box>293 747 542 772</box>
ad-headline: CHOICE DAIRY FARMS. <box>1629 239 1878 264</box>
ad-body-text: RAHUI ROAD, OTAKI. TUESDAY, AUGUST 16, 1910. At o'clock sharp. HITCHINGS, HANKINS AND CO., LTD., have been favoured with instructions from Mrs. G. H. Kingdon, who is giving up farming, to sell, on the farm, as above — 10 springing heifers (Shorthorns), 5 springing heifers (grade Shorthorn), 1 bull, 15 months, 1 pure bred Jersey bull, 3 draught mares, 1 hack, 2 carts, farming implements, harness, etc. <box>827 136 1076 241</box>
advertisement <box>1629 91 1878 234</box>
advertisement <box>1362 65 1610 196</box>
